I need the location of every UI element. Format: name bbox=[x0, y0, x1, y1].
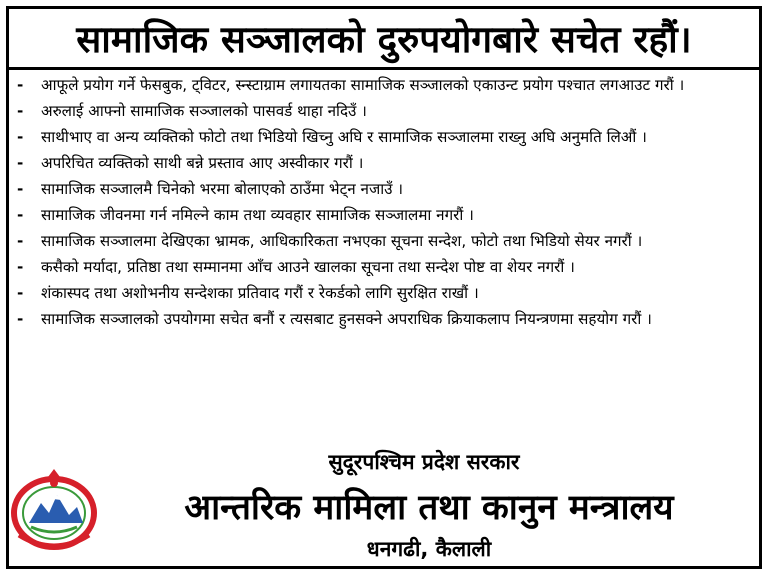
bullet-dash: - bbox=[17, 258, 24, 276]
title-divider bbox=[9, 67, 759, 70]
bullet-dash: - bbox=[17, 102, 24, 120]
ministry-name: आन्तरिक मामिला तथा कानुन मन्त्रालय bbox=[184, 488, 674, 528]
advice-text: सामाजिक सञ्जालमै चिनेको भरमा बोलाएको ठाउँमा भेट्न नजाउँ । bbox=[41, 180, 404, 198]
province-government: सुदूरपश्चिम प्रदेश सरकार bbox=[328, 450, 520, 474]
advice-text: सामाजिक सञ्जालको उपयोगमा सचेत बनौं र त्यसबाट हुनसक्ने अपराधिक क्रियाकलाप नियन्त्रणमा सहयोग गरौं । bbox=[41, 310, 652, 328]
advice-text: अरुलाई आफ्नो सामाजिक सञ्जालको पासवर्ड थाहा नदिउँ । bbox=[41, 102, 367, 120]
bullet-dash: - bbox=[17, 206, 24, 224]
footer bbox=[9, 445, 759, 566]
advice-item bbox=[15, 203, 753, 227]
location: धनगढी, कैलाली bbox=[366, 537, 492, 561]
advice-text: शंकास्पद तथा अशोभनीय सन्देशका प्रतिवाद गरौं र रेकर्डको लागि सुरक्षित राखौं । bbox=[41, 284, 479, 302]
advice-item bbox=[15, 177, 753, 201]
advice-text: सामाजिक सञ्जालमा देखिएका भ्रामक, आधिकारिकता नभएका सूचना सन्देश, फोटो तथा भिडियो सेयर नगरौं । bbox=[41, 232, 643, 250]
bullet-dash: - bbox=[17, 154, 24, 172]
advice-text: साथीभाए वा अन्य व्यक्तिको फोटो तथा भिडियो खिच्नु अघि र सामाजिक सञ्जालमा राख्नु अघि अनुमति लिऔं । bbox=[41, 128, 647, 146]
advice-item bbox=[15, 73, 753, 97]
advice-item bbox=[15, 125, 753, 149]
advice-text: आफूले प्रयोग गर्ने फेसबुक, ट्विटर, स्न्स्टाग्राम लगायतका सामाजिक सञ्जालको एकाउन्ट प्रयोग पश्चात लगआउट गरौं । bbox=[41, 76, 685, 94]
advice-item bbox=[15, 229, 753, 253]
bullet-dash: - bbox=[17, 180, 24, 198]
bullet-dash: - bbox=[17, 284, 24, 302]
bullet-dash: - bbox=[17, 310, 24, 328]
advice-item bbox=[15, 307, 753, 331]
advice-item bbox=[15, 255, 753, 279]
nepal-emblem-icon bbox=[11, 465, 97, 551]
advice-text: अपरिचित व्यक्तिको साथी बन्ने प्रस्ताव आए अस्वीकार गरौं । bbox=[41, 154, 364, 172]
bullet-dash: - bbox=[17, 128, 24, 146]
advice-text: कसैको मर्यादा, प्रतिष्ठा तथा सम्मानमा आँच आउने खालका सूचना तथा सन्देश पोष्ट वा शेयर नगरौं । bbox=[41, 258, 575, 276]
bullet-dash: - bbox=[17, 76, 24, 94]
advice-item bbox=[15, 99, 753, 123]
advice-item bbox=[15, 151, 753, 175]
advice-item bbox=[15, 281, 753, 305]
notice-title: सामाजिक सञ्जालको दुरुपयोगबारे सचेत रहौं। bbox=[76, 18, 692, 61]
notice-board bbox=[6, 6, 762, 569]
advice-list bbox=[15, 73, 753, 333]
advice-text: सामाजिक जीवनमा गर्न नमिल्ने काम तथा व्यवहार सामाजिक सञ्जालमा नगरौं । bbox=[41, 206, 474, 224]
bullet-dash: - bbox=[17, 232, 24, 250]
